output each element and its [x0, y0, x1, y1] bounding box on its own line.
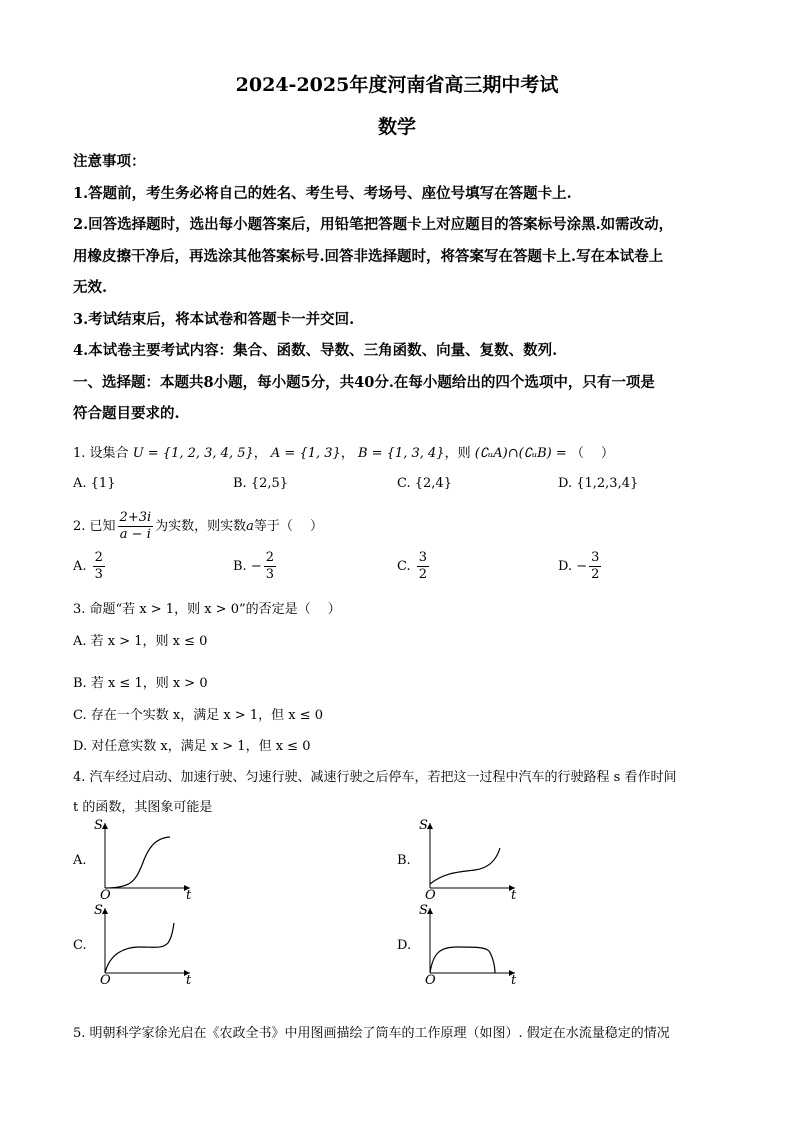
note-2: 2.回答选择题时，选出每小题答案后，用铅笔把答题卡上对应题目的答案标号涂黑.如需改动， — [73, 216, 674, 233]
note-4: 4.本试卷主要考试内容：集合、函数、导数、三角函数、向量、复数、数列. — [73, 342, 558, 359]
q4-graph-c: S O t — [94, 903, 192, 988]
exam-title: 2024-2025年度河南省高三期中考试 — [235, 74, 559, 96]
note-3: 3.考试结束后，将本试卷和答题卡一并交回. — [73, 311, 355, 328]
exam-subject: 数学 — [377, 116, 416, 138]
question-4: 4. 汽车经过启动、加速行驶、匀速行驶、减速行驶之后停车，若把这一过程中汽车的行驶路程 s 看作时间 — [73, 770, 677, 785]
section-heading: 一、选择题：本题共8小题，每小题5分，共40分.在每小题给出的四个选项中，只有一项是 — [73, 374, 655, 391]
question-4-cont: t 的函数，其图象可能是 — [73, 800, 213, 815]
question-2: 2. 已知 $\frac{2+3i}{a - i}$ 为实数，则实数a等于（ ） — [73, 510, 324, 542]
q2-option-d: D. − $\frac{3}{2}$ — [558, 550, 600, 582]
q1-option-d: D. {1,2,3,4} — [558, 476, 639, 491]
note-2-cont: 用橡皮擦干净后，再选涂其他答案标号.回答非选择题时，将答案写在答题卡上.写在本试卷上 — [73, 248, 664, 265]
q4-option-c-label: C. — [73, 938, 87, 953]
notes-heading: 注意事项： — [73, 153, 146, 170]
q4-graph-b: S O t — [419, 818, 517, 903]
q3-option-a: A. 若 x > 1，则 x ≤ 0 — [73, 634, 208, 649]
q4-option-b-label: B. — [397, 853, 411, 868]
q3-option-c: C. 存在一个实数 x，满足 x > 1，但 x ≤ 0 — [73, 708, 323, 723]
q1-option-c: C. {2,4} — [397, 476, 452, 491]
q2-option-c: C. $\frac{3}{2}$ — [397, 550, 428, 582]
q1-expression: (∁ᵤA)∩(∁ᵤB) = — [474, 446, 567, 461]
question-3: 3. 命题“若 x > 1，则 x > 0”的否定是（ ） — [73, 602, 341, 617]
section-heading-cont: 符合题目要求的. — [73, 405, 180, 422]
q3-option-d: D. 对任意实数 x，满足 x > 1，但 x ≤ 0 — [73, 739, 311, 754]
set-b: B = {1, 3, 4} — [357, 446, 445, 461]
q3-option-b: B. 若 x ≤ 1，则 x > 0 — [73, 676, 208, 691]
q2-fraction: $\frac{2+3i}{a - i}$ — [119, 510, 152, 542]
set-a: A = {1, 3} — [270, 446, 341, 461]
q1-option-a: A. {1} — [73, 476, 116, 491]
note-2-end: 无效. — [73, 279, 108, 296]
q2-option-b: B. − $\frac{2}{3}$ — [233, 550, 275, 582]
set-u: U = {1, 2, 3, 4, 5} — [132, 446, 254, 461]
q1-option-b: B. {2,5} — [233, 476, 289, 491]
q2-option-a: A. $\frac{2}{3}$ — [73, 550, 103, 582]
q4-graph-d: S O t — [419, 903, 517, 988]
question-1: 1. 设集合 U = {1, 2, 3, 4, 5}， A = {1, 3}， B = {1, 3, 4}，则 (∁ᵤA)∩(∁ᵤB) = （ ） — [73, 446, 615, 461]
note-1: 1.答题前，考生务必将自己的姓名、考生号、考场号、座位号填写在答题卡上. — [73, 185, 572, 202]
q4-graph-a: S O t — [94, 818, 192, 903]
q4-option-d-label: D. — [397, 938, 412, 953]
q4-option-a-label: A. — [73, 853, 87, 868]
question-5: 5. 明朝科学家徐光启在《农政全书》中用图画描绘了筒车的工作原理（如图）. 假定在水流量稳定的情况 — [73, 1026, 670, 1041]
